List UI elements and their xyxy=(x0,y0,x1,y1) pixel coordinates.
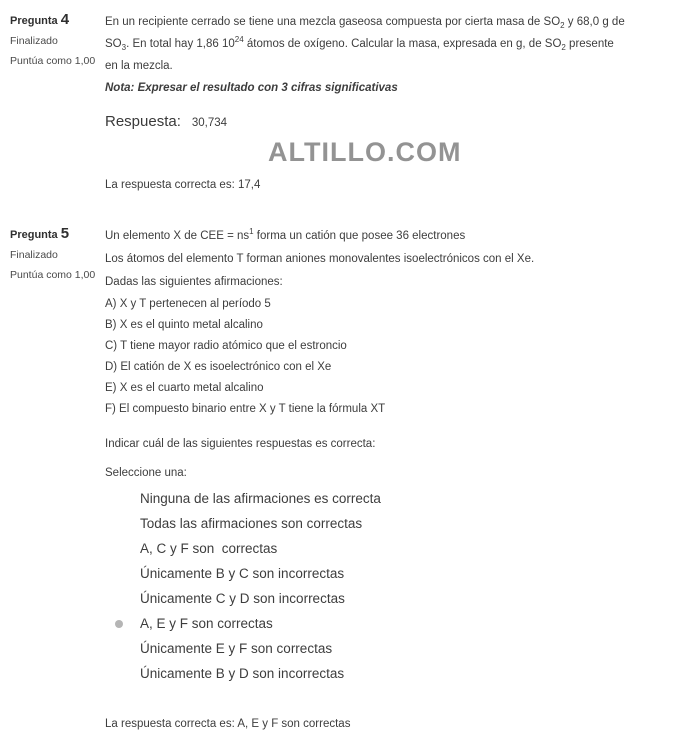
option-label: Únicamente B y C son incorrectas xyxy=(140,566,345,581)
question-text-line: En un recipiente cerrado se tiene una mezcla gaseosa compuesta por cierta masa de $SO_2$ y 68,0 g de xyxy=(105,16,625,30)
statement-f: F) El compuesto binario entre X y T tiene la fórmula XT xyxy=(105,403,386,415)
question-number: 5 xyxy=(60,225,70,242)
options-list xyxy=(105,486,688,686)
question-status: Finalizado xyxy=(10,249,58,261)
question-4 xyxy=(0,11,700,193)
question-text-line: Un elemento X de CEE = $ns^1$ forma un catión que posee 36 electrones xyxy=(105,227,466,242)
question-4-content xyxy=(105,11,700,193)
option-label: Únicamente E y F son correctas xyxy=(140,641,333,656)
question-text-line: en la mezcla. xyxy=(105,60,173,72)
statement-d: D) El catión de X es isoelectrónico con el Xe xyxy=(105,361,332,373)
statement-e: E) X es el cuarto metal alcalino xyxy=(105,382,264,394)
radio-icon[interactable] xyxy=(115,595,123,603)
question-text-line: Los átomos del elemento T forman aniones monovalentes isoelectrónicos con el Xe. xyxy=(105,253,535,265)
correct-answer-feedback: La respuesta correcta es: 17,4 xyxy=(105,179,261,191)
option-row[interactable] xyxy=(105,561,688,586)
answer-row xyxy=(105,113,688,133)
question-5-title xyxy=(10,225,105,242)
question-status: Finalizado xyxy=(10,35,58,47)
question-4-info xyxy=(0,11,105,193)
question-4-title xyxy=(10,11,105,28)
option-row[interactable] xyxy=(105,536,688,561)
option-row[interactable] xyxy=(105,511,688,536)
question-text-line: $SO_3$. En total hay 1,86 $10^{24}$ átomos de oxígeno. Calcular la masa, expresada en g, de $SO_2$ presente xyxy=(105,35,614,52)
radio-icon[interactable] xyxy=(115,570,123,578)
statements-list xyxy=(105,294,688,420)
question-label: Pregunta xyxy=(10,15,58,27)
answer-input[interactable]: 30,734 xyxy=(191,117,228,129)
radio-selected-icon[interactable] xyxy=(115,620,123,628)
option-row-selected[interactable] xyxy=(105,611,688,636)
option-label: Todas las afirmaciones son correctas xyxy=(140,516,363,531)
option-label: Únicamente B y D son incorrectas xyxy=(140,666,345,681)
radio-icon[interactable] xyxy=(115,520,123,528)
question-text xyxy=(105,225,688,294)
question-5-content xyxy=(105,225,700,732)
question-grade: Puntúa como 1,00 xyxy=(10,269,96,281)
option-row[interactable] xyxy=(105,586,688,611)
option-label: Únicamente C y D son incorrectas xyxy=(140,591,345,606)
option-label: Ninguna de las afirmaciones es correcta xyxy=(140,491,381,506)
watermark: ALTILLO.COM xyxy=(268,137,462,167)
answer-label: Respuesta: xyxy=(105,113,181,130)
radio-icon[interactable] xyxy=(115,670,123,678)
option-label: A, E y F son correctas xyxy=(140,616,273,631)
question-prompt: Indicar cuál de las siguientes respuestas es correcta: xyxy=(105,438,376,450)
correct-answer-feedback: La respuesta correcta es: A, E y F son correctas xyxy=(105,718,351,730)
statement-a: A) X y T pertenecen al período 5 xyxy=(105,298,271,310)
radio-icon[interactable] xyxy=(115,645,123,653)
question-label: Pregunta xyxy=(10,229,58,241)
option-row[interactable] xyxy=(105,661,688,686)
note-text: Nota: Expresar el resultado con 3 cifras significativas xyxy=(105,82,398,94)
statement-c: C) T tiene mayor radio atómico que el estroncio xyxy=(105,340,347,352)
radio-icon[interactable] xyxy=(115,495,123,503)
question-text xyxy=(105,11,688,77)
question-5 xyxy=(0,225,700,732)
statement-b: B) X es el quinto metal alcalino xyxy=(105,319,263,331)
option-row[interactable] xyxy=(105,486,688,511)
question-grade: Puntúa como 1,00 xyxy=(10,55,96,67)
select-one-label: Seleccione una: xyxy=(105,467,187,479)
question-5-info xyxy=(0,225,105,732)
question-text-line: Dadas las siguientes afirmaciones: xyxy=(105,276,283,288)
radio-icon[interactable] xyxy=(115,545,123,553)
option-label: A, C y F son correctas xyxy=(140,541,278,556)
question-number: 4 xyxy=(60,11,70,28)
option-row[interactable] xyxy=(105,636,688,661)
